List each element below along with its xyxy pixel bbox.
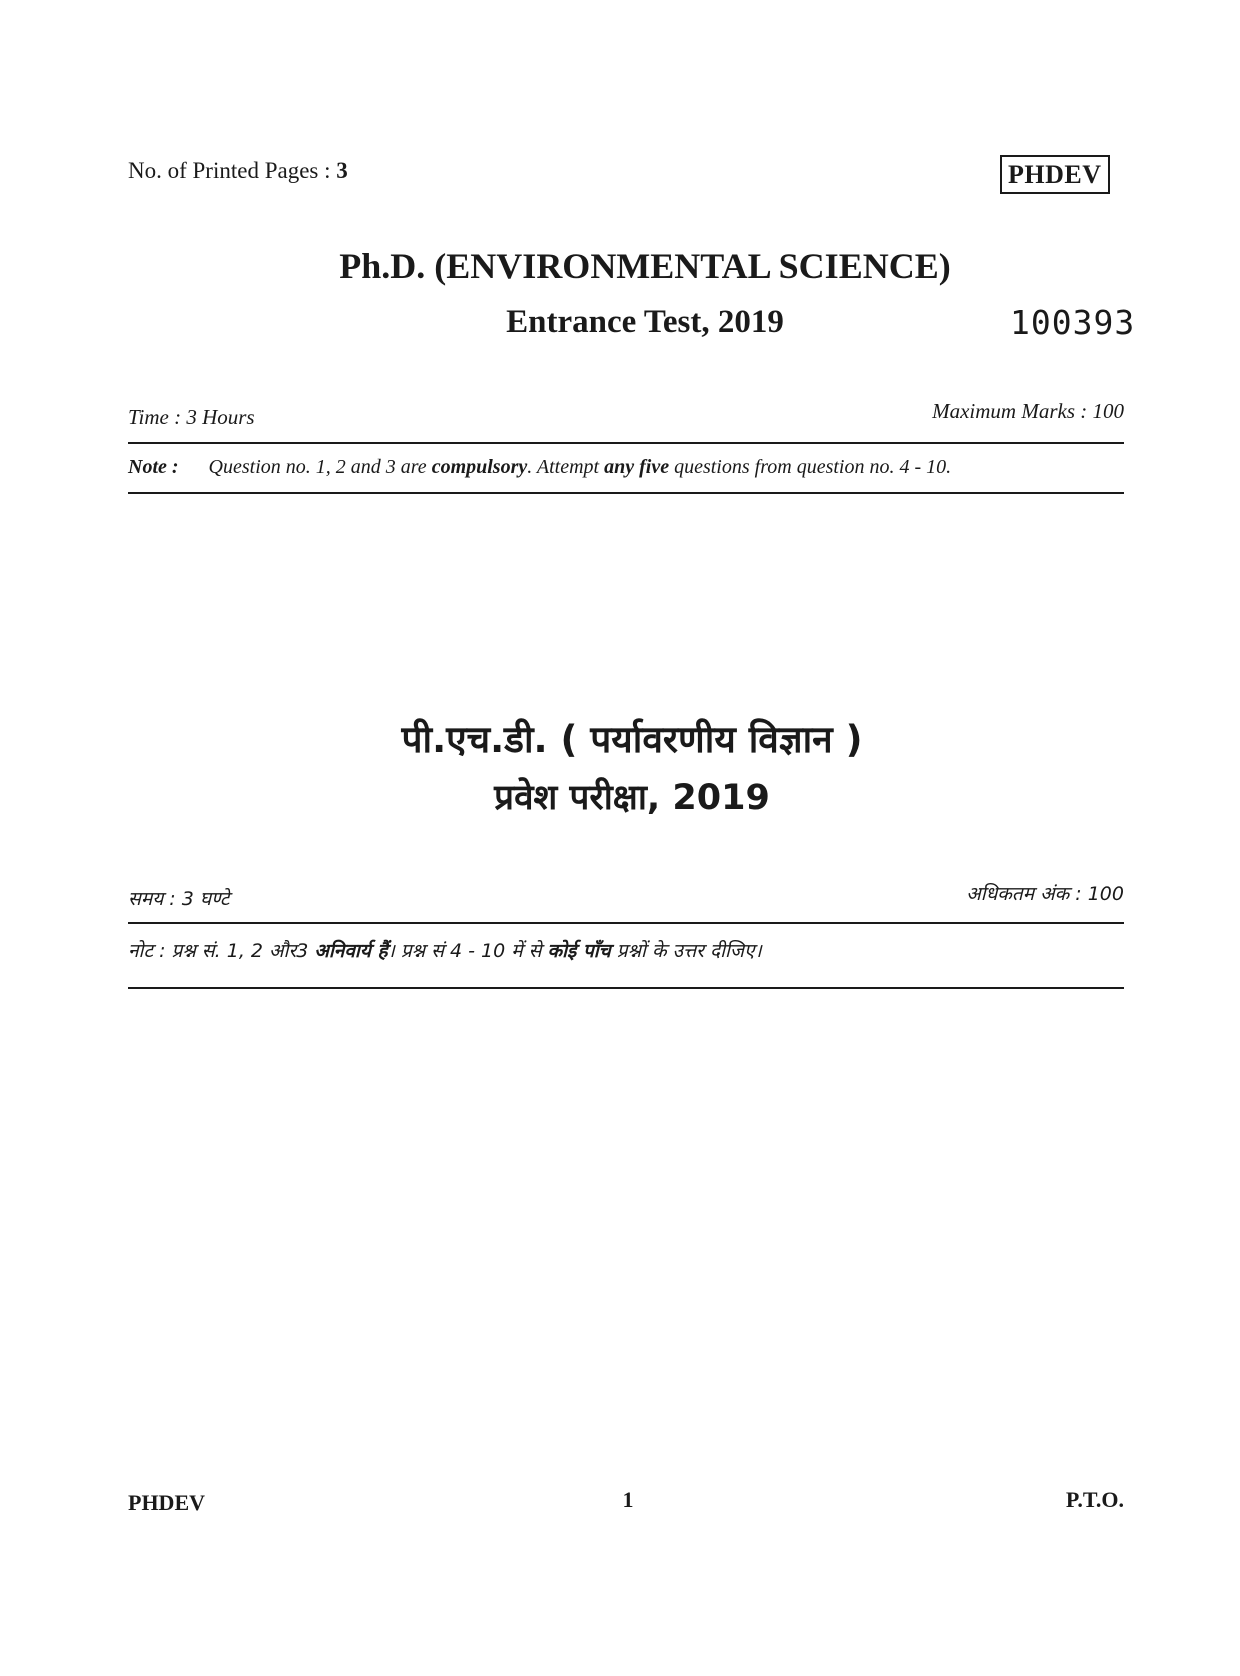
note-hindi-bold-any-five: कोई पाँच [547, 940, 611, 962]
footer-page-number: 1 [622, 1487, 634, 1512]
note-english [128, 456, 951, 479]
divider [128, 922, 1124, 924]
note-text-3: questions from question no. 4 - 10. [669, 456, 952, 478]
title-hindi: पी.एच.डी. ( पर्यावरणीय विज्ञान ) [401, 718, 863, 761]
footer-paper-code: PHDEV [128, 1490, 205, 1515]
note-hindi-text-2: । प्रश्न सं 4 - 10 में से [387, 940, 548, 962]
title-english: Ph.D. (ENVIRONMENTAL SCIENCE) [339, 246, 951, 286]
note-bold-any-five: any five [604, 456, 670, 478]
printed-pages-value: 3 [336, 158, 348, 183]
note-text-1: Question no. 1, 2 and 3 are [208, 456, 432, 478]
note-hindi [128, 937, 762, 963]
note-label: Note : [128, 456, 179, 478]
max-marks-hindi: अधिकतम अंक : 100 [966, 883, 1124, 905]
subtitle-english: Entrance Test, 2019 [506, 304, 784, 340]
note-hindi-bold-compulsory: अनिवार्य हैं [314, 940, 388, 962]
note-hindi-text-3: प्रश्नों के उत्तर दीजिए। [610, 940, 762, 962]
note-hindi-text-1: नोट : प्रश्न सं. 1, 2 और3 [128, 940, 315, 962]
serial-number: 100393 [1010, 303, 1136, 342]
paper-code-box: PHDEV [1000, 155, 1110, 194]
footer-pto: P.T.O. [1065, 1487, 1124, 1512]
divider [128, 442, 1124, 444]
divider [128, 987, 1124, 989]
note-bold-compulsory: compulsory [431, 456, 528, 478]
divider [128, 492, 1124, 494]
note-text-2: . Attempt [527, 456, 605, 478]
time-hindi: समय : 3 घण्टे [128, 888, 230, 910]
printed-pages-line [128, 158, 348, 184]
max-marks-english: Maximum Marks : 100 [932, 399, 1124, 423]
time-english: Time : 3 Hours [128, 405, 255, 429]
printed-pages-label: No. of Printed Pages : [128, 158, 337, 183]
subtitle-hindi: प्रवेश परीक्षा, 2019 [494, 778, 770, 818]
